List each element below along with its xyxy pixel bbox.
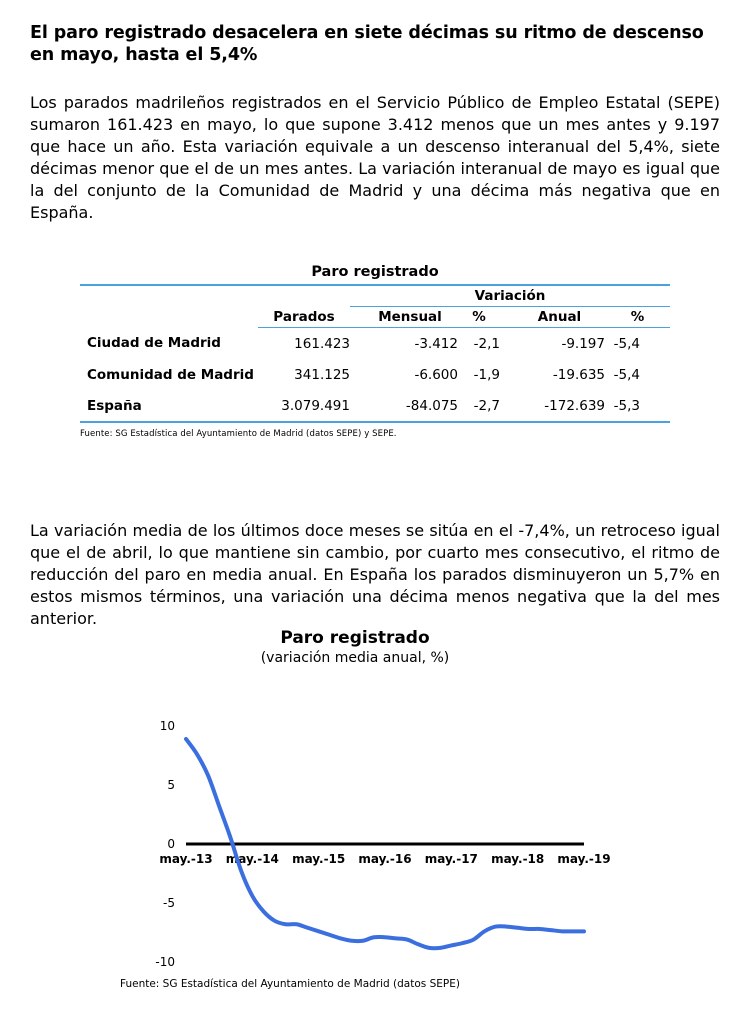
cell-parados: 341.125 <box>294 366 350 383</box>
y-tick-label: 5 <box>167 778 175 792</box>
cell-anual-pct: -5,4 <box>613 335 640 352</box>
cell-anual-pct: -5,3 <box>613 397 640 414</box>
chart-canvas <box>120 628 611 969</box>
x-tick-label: may.-13 <box>159 852 213 866</box>
cell-parados: 161.423 <box>294 335 350 352</box>
x-tick-label: may.-14 <box>225 852 279 866</box>
cell-anual: -9.197 <box>561 335 605 352</box>
paro-table-block <box>80 262 670 439</box>
chart-source: Fuente: SG Estadística del Ayuntamiento de Madrid (datos SEPE) <box>120 978 460 990</box>
header-mensual-pct: % <box>458 307 500 328</box>
table-row <box>80 359 670 390</box>
paragraph-intro: Los parados madrileños registrados en el Servicio Público de Empleo Estatal (SEPE) sumaron 161.423 en mayo, lo que supone 3.412 menos que un mes antes y 9.197 que hace un año. Esta variación equivale a un descenso interanual del 5,4%, siete décimas menor que el de un mes antes. La variación interanual de mayo es igual que la del conjunto de la Comunidad de Madrid y una décima más negativa que en España. <box>30 93 720 222</box>
row-label: Ciudad de Madrid <box>87 335 221 352</box>
row-label: Comunidad de Madrid <box>87 366 254 383</box>
cell-anual: -172.639 <box>544 397 605 414</box>
header-parados: Parados <box>258 307 350 328</box>
x-tick-label: may.-17 <box>424 852 478 866</box>
table-source: Fuente: SG Estadística del Ayuntamiento de Madrid (datos SEPE) y SEPE. <box>80 429 397 439</box>
table-row <box>80 328 670 360</box>
chart-title: Paro registrado <box>280 628 430 648</box>
cell-parados: 3.079.491 <box>281 397 350 414</box>
paro-line-chart <box>120 628 611 969</box>
x-tick-label: may.-19 <box>557 852 611 866</box>
y-tick-label: 0 <box>167 837 175 851</box>
x-tick-label: may.-16 <box>358 852 412 866</box>
y-tick-label: -10 <box>155 955 175 969</box>
cell-mensual-pct: -2,7 <box>473 397 500 414</box>
paragraph-media-anual: La variación media de los últimos doce meses se sitúa en el -7,4%, un retroceso igual que el de abril, lo que mantiene sin cambio, por cuarto mes consecutivo, el ritmo de reducción del paro en media anual. En España los parados disminuyeron un 5,7% en estos mismos términos, una variación una décima menos negativa que la del mes anterior. <box>30 521 720 628</box>
cell-anual-pct: -5,4 <box>613 366 640 383</box>
row-label: España <box>87 397 142 414</box>
header-mensual: Mensual <box>350 307 458 328</box>
table-bottom-rule <box>80 421 670 423</box>
y-tick-label: 10 <box>159 719 175 733</box>
table-title: Paro registrado <box>311 264 439 280</box>
cell-mensual: -3.412 <box>414 335 458 352</box>
x-tick-label: may.-18 <box>491 852 545 866</box>
cell-mensual-pct: -2,1 <box>473 335 500 352</box>
cell-mensual: -84.075 <box>405 397 458 414</box>
chart-subtitle: (variación media anual, %) <box>260 650 450 666</box>
table-row <box>80 390 670 421</box>
header-anual-pct: % <box>605 307 670 328</box>
cell-mensual-pct: -1,9 <box>473 366 500 383</box>
header-anual: Anual <box>500 307 605 328</box>
cell-anual: -19.635 <box>552 366 605 383</box>
cell-mensual: -6.600 <box>414 366 458 383</box>
header-variacion: Variación <box>350 286 670 307</box>
y-tick-label: -5 <box>163 896 175 910</box>
paro-table <box>80 286 670 421</box>
article-heading: El paro registrado desacelera en siete décimas su ritmo de descenso en mayo, hasta el 5,4% <box>30 23 704 65</box>
document-page <box>30 22 720 628</box>
x-tick-label: may.-15 <box>292 852 346 866</box>
